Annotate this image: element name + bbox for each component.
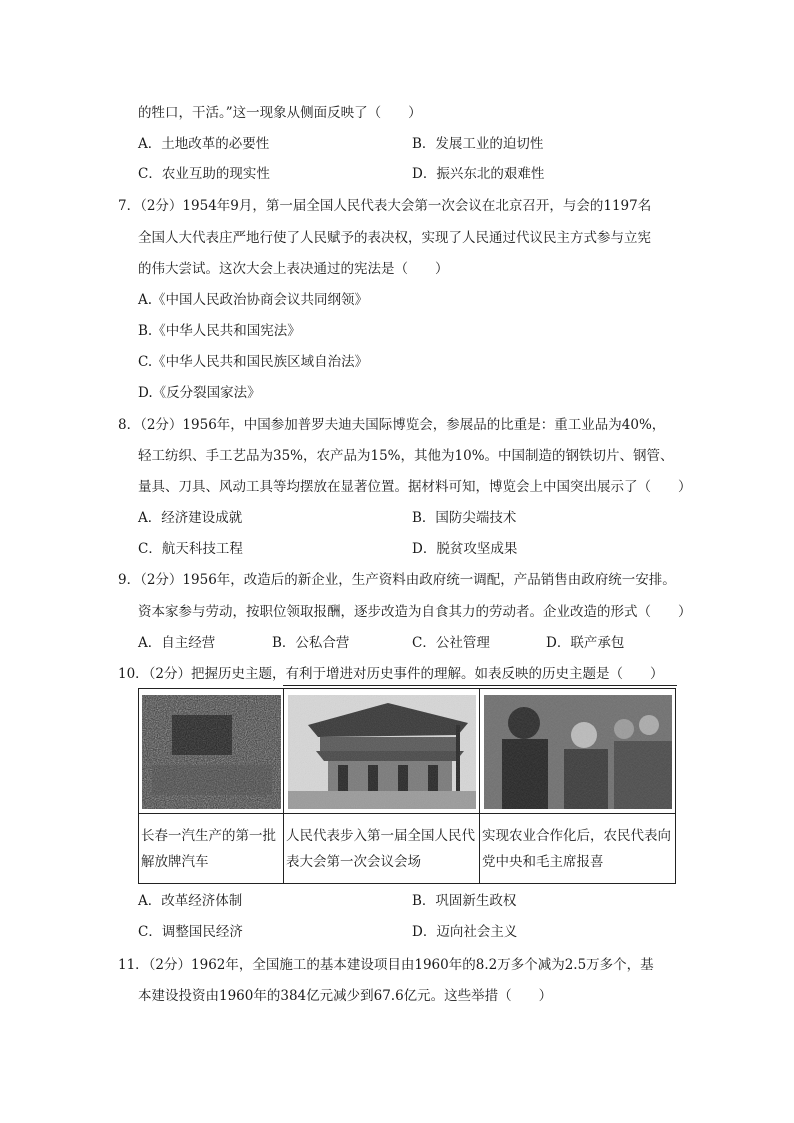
text-line: 9．（2分）1956年，改造后的新企业，生产资料由政府统一调配，产品销售由政府统一安排。 xyxy=(118,572,676,588)
text-line: 全国人大代表庄严地行使了人民赋予的表决权，实现了人民通过代议民主方式参与立宪 xyxy=(138,230,651,246)
history-table xyxy=(138,688,676,884)
photo-peasants xyxy=(484,695,672,809)
table-cell-2 xyxy=(284,689,480,883)
caption-1: 长春一汽生产的第一批解放牌汽车 xyxy=(141,828,276,870)
text-line: 本建设投资由1960年的384亿元减少到67.6亿元。这些举措（ ） xyxy=(138,988,553,1004)
table-cell-3 xyxy=(480,689,675,883)
table-cell-1 xyxy=(139,689,284,883)
text-line: D．迈向社会主义 xyxy=(412,924,518,940)
text-line: B．公私合营 xyxy=(272,635,350,651)
text-line: A.《中国人民政治协商会议共同纲领》 xyxy=(138,292,369,308)
text-line: A．土地改革的必要性 xyxy=(138,136,270,152)
text-line: B．发展工业的迫切性 xyxy=(412,136,544,152)
text-line: A．改革经济体制 xyxy=(138,893,243,909)
text-line: 轻工纺织、手工艺品为35%，农产品为15%，其他为10%。中国制造的钢铁切片、钢管、 xyxy=(138,448,674,464)
text-line: C．航天科技工程 xyxy=(138,541,243,557)
text-line: D．振兴东北的艰难性 xyxy=(412,166,545,182)
text-line: D．联产承包 xyxy=(546,635,625,651)
text-line: 7．（2分）1954年9月，第一届全国人民代表大会第一次会议在北京召开，与会的1197名 xyxy=(118,198,652,214)
text-line: B.《中华人民共和国宪法》 xyxy=(138,323,301,339)
photo-hall xyxy=(288,695,476,809)
text-line: A．经济建设成就 xyxy=(138,510,243,526)
text-line: A．自主经营 xyxy=(138,635,216,651)
text-line: D．脱贫攻坚成果 xyxy=(412,541,518,557)
text-line: B．巩固新生政权 xyxy=(412,893,517,909)
text-line: C．公社管理 xyxy=(412,635,490,651)
text-line: C．调整国民经济 xyxy=(138,924,243,940)
photo-trucks xyxy=(142,695,281,809)
text-line: 8．（2分）1956年，中国参加普罗夫迪夫国际博览会，参展品的比重是：重工业品为40%， xyxy=(118,417,666,433)
text-line: 量具、刀具、风动工具等均摆放在显著位置。据材料可知，博览会上中国突出展示了（ ） xyxy=(138,479,692,495)
text-line: 的伟大尝试。这次大会上表决通过的宪法是（ ） xyxy=(138,261,449,277)
caption-2: 人民代表步入第一届全国人民代表大会第一次会议会场 xyxy=(286,828,475,870)
text-line: 资本家参与劳动，按职位领取报酬，逐步改造为自食其力的劳动者。企业改造的形式（ ） xyxy=(138,604,692,620)
text-line: D.《反分裂国家法》 xyxy=(138,385,261,401)
caption-3: 实现农业合作化后，农民代表向党中央和毛主席报喜 xyxy=(482,828,671,870)
text-line: B．国防尖端技术 xyxy=(412,510,517,526)
text-line: 的牲口，干活。”这一现象从侧面反映了（ ） xyxy=(138,105,422,121)
text-line: 11．（2分）1962年，全国施工的基本建设项目由1960年的8.2万多个减为2.5万多个，基 xyxy=(118,957,654,973)
text-line: C．农业互助的现实性 xyxy=(138,166,270,182)
text-line: C.《中华人民共和国民族区域自治法》 xyxy=(138,354,369,370)
text-line: 10．（2分）把握历史主题，有利于增进对历史事件的理解。如表反映的历史主题是（ ） xyxy=(118,666,664,682)
